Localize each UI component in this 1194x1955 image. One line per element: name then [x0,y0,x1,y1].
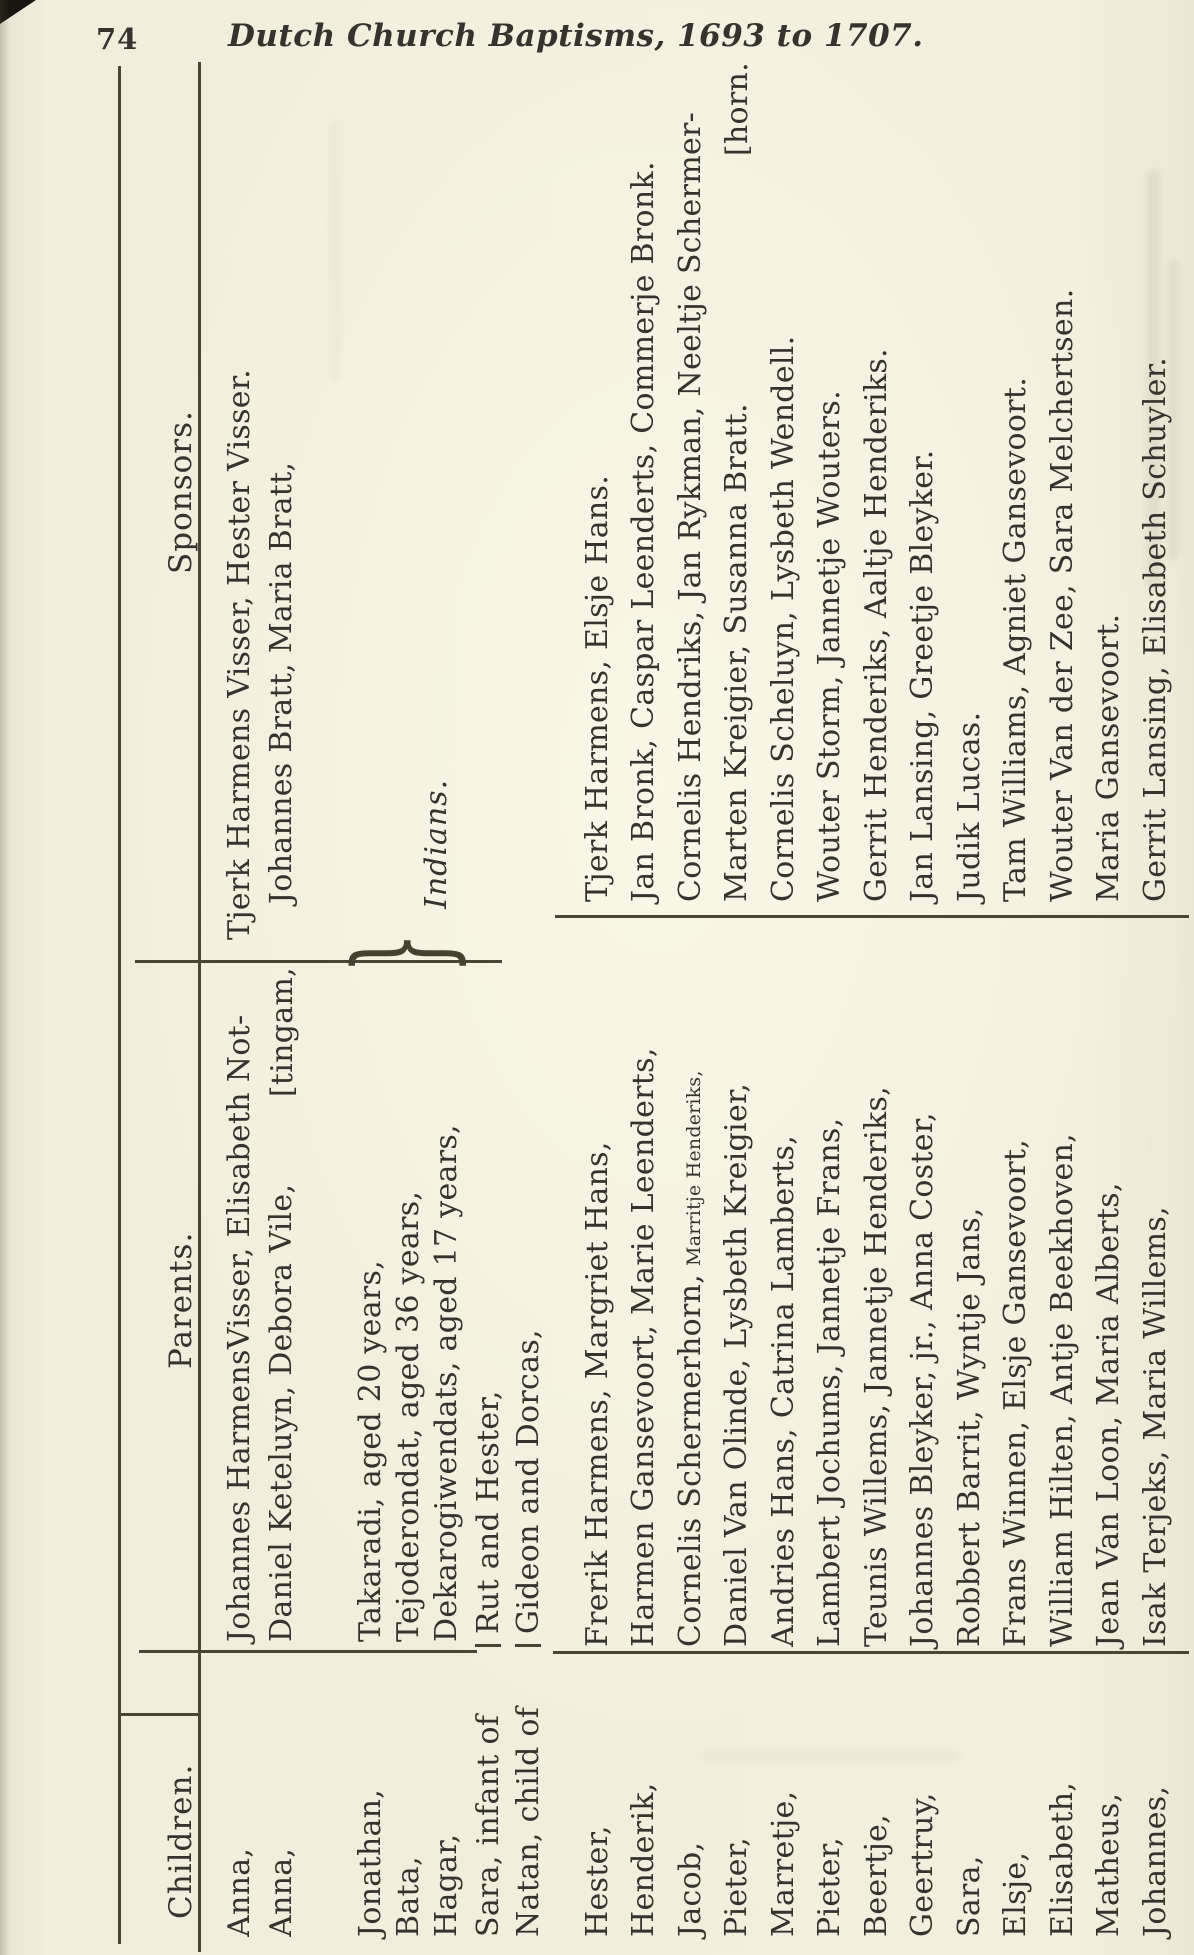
table-row [1046,57,1086,1952]
sponsors-names: Jan Bronk, Caspar Leenderts, Commerje Bronk. [626,161,661,902]
table-row [1139,57,1179,1952]
child-name: Beertje, [859,1814,894,1937]
sponsors-names: Wouter Van der Zee, Sara Melchertsen. [1045,288,1080,902]
sponsors-names: Gerrit Lansing, Elisabeth Schuyler. [1138,357,1173,902]
child-name: Geertruy, [905,1792,940,1937]
header-divider-children-parents [121,1714,199,1717]
parents-names: Johannes HarmensVisser, Elisabeth Not- [222,1014,257,1642]
parents-continuation: [tingam, [265,967,300,1098]
rotated-register-table [95,57,1185,1952]
child-name: Marretje, [766,1790,801,1937]
sponsors-names: Tam Williams, Agniet Gansevoort. [998,376,1033,902]
sponsors-names: Gerrit Henderiks, Aaltje Henderiks. [859,348,894,902]
parents-names: Jean Van Loon, Maria Alberts, [1091,1182,1126,1647]
child-name: Anna, [264,1847,299,1937]
parents-names: Teunis Willems, Jannetje Henderiks, [859,1085,894,1647]
parents-names: Robbert Barrit, Wyntje Jans, [952,1207,987,1647]
parents-names: Isak Terjeks, Maria Willems, [1138,1206,1173,1647]
group-brace-icon: } [327,931,475,974]
sponsors-names: Judik Lucas. [952,711,987,902]
sponsors-names: Tjerk Harmens, Elsje Hans. [580,474,615,902]
parents-names: Tejoderondat, aged 36 years, [391,1190,426,1642]
parents-names: Gideon and Dorcas, [511,1329,546,1634]
sponsors-names: Cornelis Hendriks, Jan Rykman, Neeltje Schermer- [673,111,708,902]
parents-names: William Hilten, Antje Beekhoven, [1045,1132,1080,1647]
page-edge-shadow [0,0,10,1955]
child-name: Henderik, [626,1782,661,1937]
table-row [813,57,853,1952]
child-name: Jacob, [673,1841,708,1937]
parents-names: Andries Hans, Catrina Lamberts, [766,1134,801,1647]
table-row [265,57,305,1952]
sponsors-names: Cornelis Scheluyn, Lysbeth Wendell. [766,335,801,902]
table-row [430,57,470,1952]
parents-names: Daniel Van Olinde, Lysbeth Kreigier, [719,1082,754,1647]
child-name: Matheus, [1091,1792,1126,1937]
sponsors-names: Jan Lansing, Greetje Bleyker. [905,449,940,902]
parents-names [674,1070,707,1647]
table-row [720,57,760,1952]
parents-names: Takaradi, aged 20 years, [353,1259,388,1642]
sponsors-names: Marten Kreigier, Susanna Bratt. [719,403,754,902]
table-row [906,57,946,1952]
table-row [627,57,667,1952]
child-name: Johannes, [1138,1785,1173,1937]
sponsors-names: Maria Gansevoort. [1091,613,1126,902]
table-row [472,57,512,1952]
child-name: Anna, [222,1847,257,1937]
sponsors-names: Wouter Storm, Jannetje Wouters. [812,390,847,902]
child-name: Natan, child of [511,1706,546,1937]
child-name: Pieter, [719,1836,754,1937]
table-row [999,57,1039,1952]
header-bottom-rule [198,62,201,1952]
column-header-sponsors: Sponsors. [163,410,199,574]
sponsors-continuation: [horn. [720,62,755,157]
table-row [223,57,263,1952]
parents-small-print: Marritje Henderiks, [683,1070,705,1266]
table-row [767,57,807,1952]
table-row [512,57,552,1952]
child-name: Elsje, [998,1851,1033,1937]
child-name: Hester, [580,1825,615,1937]
parents-names: Johannes Bleyker, jr., Anna Coster, [905,1111,940,1647]
child-name: Pieter, [812,1836,847,1937]
child-name: Hagar, [429,1833,464,1937]
indians-group-label: Indians. [419,778,454,909]
table-row [392,57,432,1952]
parents-names: Frerik Harmens, Margriet Hans, [580,1141,615,1647]
page-number: 74 [96,22,139,56]
table-row [953,57,993,1952]
child-name: Sara, infant of [471,1714,506,1937]
column-header-children: Children. [163,1763,199,1919]
parents-names: Harmen Gansevoort, Marie Leenderts, [626,1047,661,1647]
child-name: Jonathan, [353,1788,388,1937]
child-name: Sara, [952,1855,987,1937]
child-name: Bata, [391,1856,426,1937]
table-row [674,57,714,1952]
table-row [581,57,621,1952]
table-row [354,57,394,1952]
parents-names: Lambert Jochums, Jannetje Frans, [812,1117,847,1647]
parents-names: Dekarogiwendats, aged 17 years, [429,1124,464,1642]
column-header-parents: Parents. [163,1231,199,1369]
page-title: Dutch Church Baptisms, 1693 to 1707. [228,18,924,54]
table-row [860,57,900,1952]
parents-names: Daniel Keteluyn, Debora Vile, [264,1183,299,1642]
parents-names: Frans Winnen, Elsje Gansevoort, [998,1138,1033,1647]
child-name: Elisabeth, [1045,1781,1080,1937]
table-row [1092,57,1132,1952]
table-top-rule [118,66,121,1944]
sponsors-names: Tjerk Harmens Visser, Hester Visser. [222,368,257,940]
parents-names: Rut and Hester, [471,1390,506,1634]
sponsors-names: Johannes Bratt, Maria Bratt, [264,461,299,904]
parents-main: Cornelis Schermerhorn, [673,1273,708,1647]
